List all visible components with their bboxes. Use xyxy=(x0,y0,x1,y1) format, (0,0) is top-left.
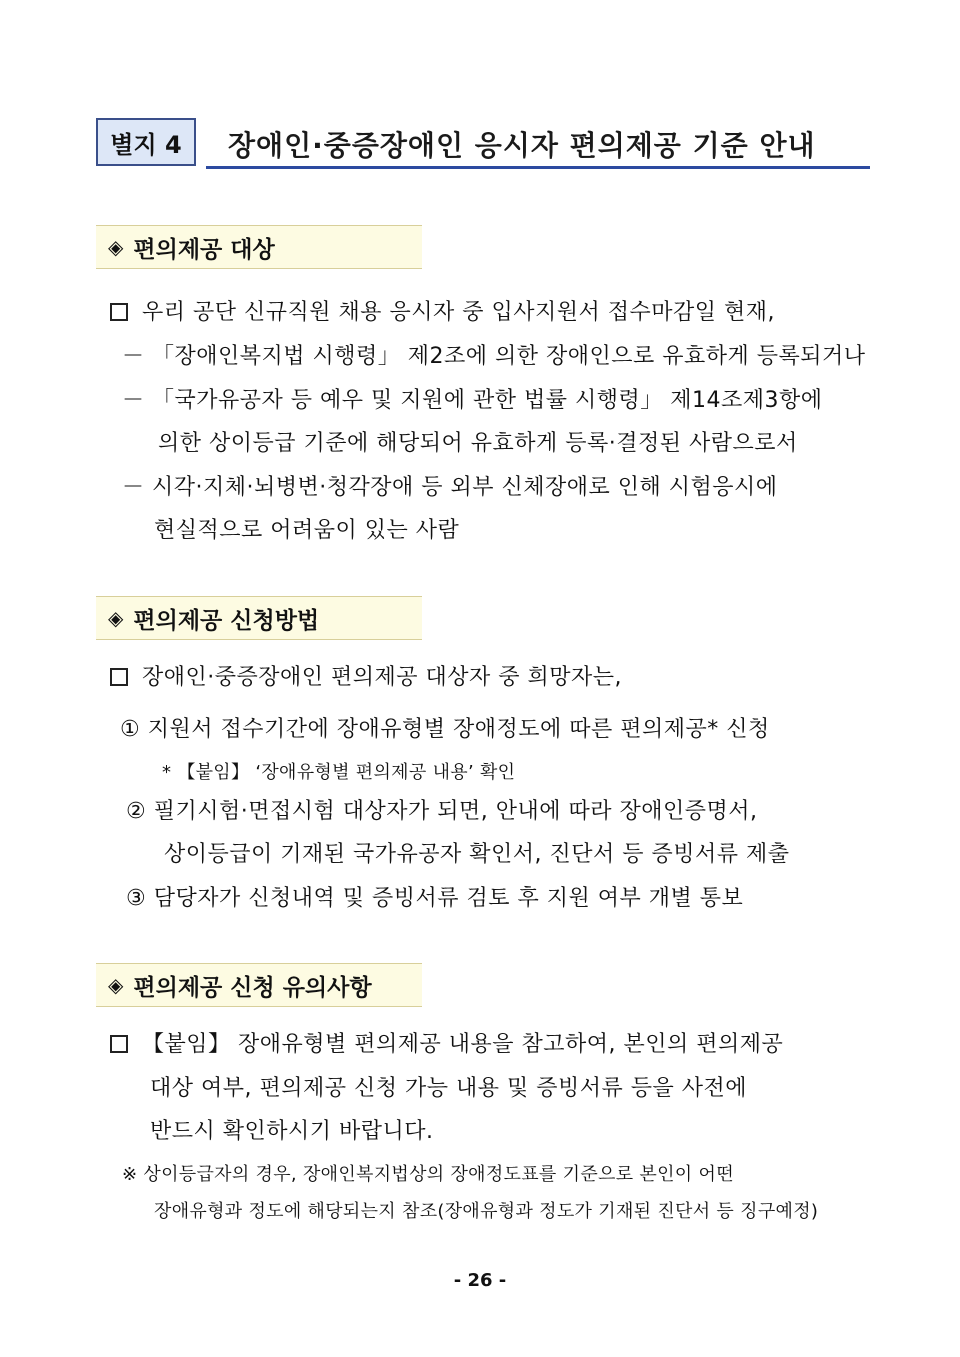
appendix-tag-label: 별지 4 xyxy=(110,130,182,159)
list-item: － 「장애인복지법 시행령」 제2조에 의한 장애인으로 유효하게 등록되거나 xyxy=(122,344,866,369)
footnote: * 【붙임】 ‘장애유형별 편의제공 내용’ 확인 xyxy=(162,762,516,783)
list-item: ① 지원서 접수기간에 장애유형별 장애정도에 따른 편의제공* 신청 xyxy=(120,717,770,742)
title-underline xyxy=(206,166,870,169)
list-item: 장애인·중증장애인 편의제공 대상자 중 희망자는, xyxy=(110,663,622,693)
section-heading-label: 편의제공 신청 유의사항 xyxy=(133,974,372,1001)
section-heading-method xyxy=(96,596,422,640)
list-item: 반드시 확인하시기 바랍니다. xyxy=(150,1119,434,1144)
list-item: 대상 여부, 편의제공 신청 가능 내용 및 증빙서류 등을 사전에 xyxy=(150,1076,747,1101)
section-heading-target xyxy=(96,225,422,269)
page-title: 장애인·중증장애인 응시자 편의제공 기준 안내 xyxy=(228,129,816,162)
list-item: － 「국가유공자 등 예우 및 지원에 관한 법률 시행령」 제14조제3항에 xyxy=(122,388,823,413)
list-item: ③ 담당자가 신청내역 및 증빙서류 검토 후 지원 여부 개별 통보 xyxy=(126,886,744,911)
list-item: ② 필기시험·면접시험 대상자가 되면, 안내에 따라 장애인증명서, xyxy=(126,799,758,824)
list-item: 현실적으로 어려움이 있는 사람 xyxy=(154,518,460,543)
checkbox-bullet-icon xyxy=(110,1035,128,1053)
list-item: 【붙임】 장애유형별 편의제공 내용을 참고하여, 본인의 편의제공 xyxy=(110,1030,783,1060)
checkbox-bullet-icon xyxy=(110,668,128,686)
page-number: - 26 - xyxy=(453,1270,507,1291)
list-item: － 시각·지체·뇌병변·청각장애 등 외부 신체장애로 인해 시험응시에 xyxy=(122,475,778,500)
note: ※ 상이등급자의 경우, 장애인복지법상의 장애정도표를 기준으로 본인이 어떤 xyxy=(122,1164,734,1185)
section-heading-label: 편의제공 대상 xyxy=(133,236,275,263)
note: 장애유형과 정도에 해당되는지 참조(장애유형과 정도가 기재된 진단서 등 징구예정) xyxy=(154,1201,819,1222)
checkbox-bullet-icon xyxy=(110,303,128,321)
appendix-tag xyxy=(96,118,196,166)
list-item: 상이등급이 기재된 국가유공자 확인서, 진단서 등 증빙서류 제출 xyxy=(164,842,790,867)
list-item: 의한 상이등급 기준에 해당되어 유효하게 등록·결정된 사람으로서 xyxy=(158,431,798,456)
section-heading-label: 편의제공 신청방법 xyxy=(133,607,320,634)
section-heading-notes xyxy=(96,963,422,1007)
diamond-bullet-icon: ◈ xyxy=(108,235,124,259)
list-item: 우리 공단 신규직원 채용 응시자 중 입사지원서 접수마감일 현재, xyxy=(110,298,775,328)
diamond-bullet-icon: ◈ xyxy=(108,973,124,997)
diamond-bullet-icon: ◈ xyxy=(108,606,124,630)
